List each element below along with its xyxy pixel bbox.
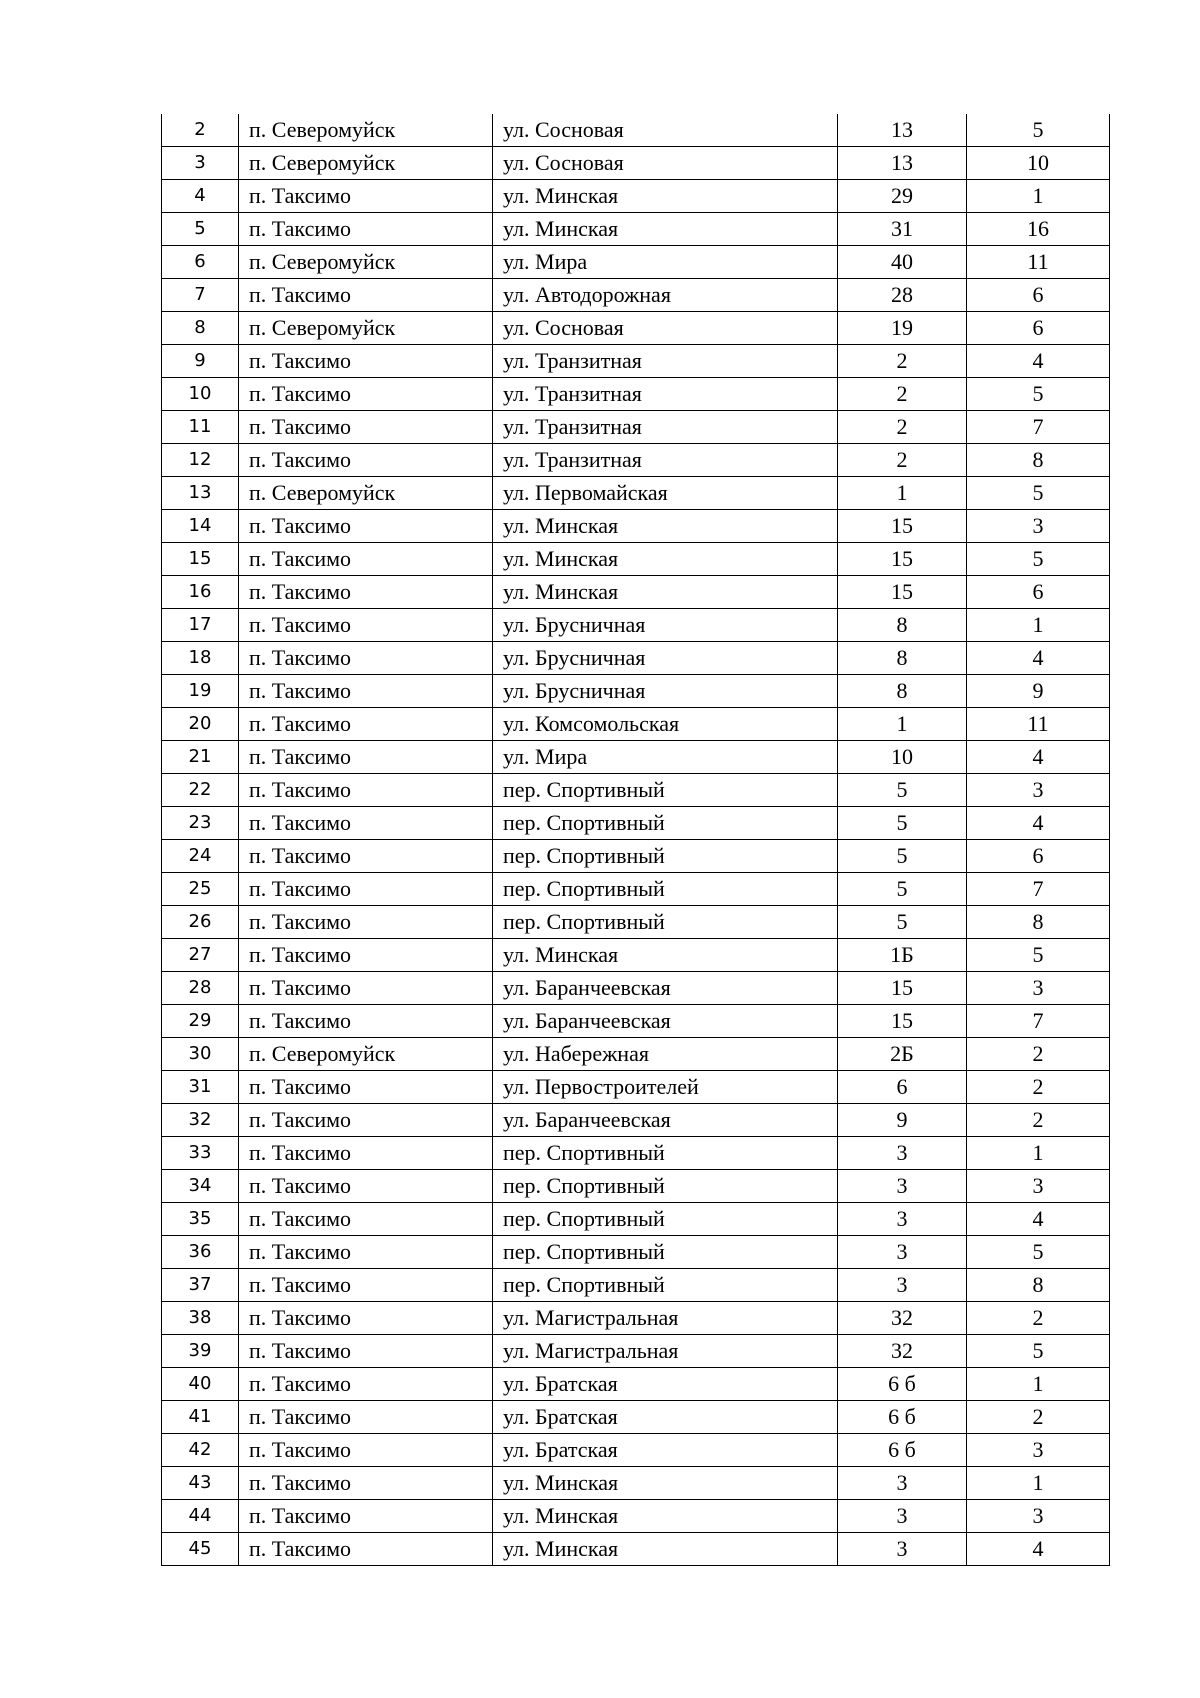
house-number-cell: 13 bbox=[838, 147, 967, 180]
house-number-cell: 6 б bbox=[838, 1434, 967, 1467]
table-row bbox=[162, 213, 1110, 246]
house-number-cell: 2Б bbox=[838, 1038, 967, 1071]
row-number: 30 bbox=[162, 1038, 239, 1071]
table-row bbox=[162, 1170, 1110, 1203]
row-number: 9 bbox=[162, 345, 239, 378]
settlement-cell: п. Таксимо bbox=[239, 345, 493, 378]
settlement-cell: п. Таксимо bbox=[239, 1434, 493, 1467]
house-number-cell: 8 bbox=[838, 675, 967, 708]
table-row bbox=[162, 642, 1110, 675]
apartment-number-cell: 8 bbox=[967, 906, 1110, 939]
table-row bbox=[162, 444, 1110, 477]
street-cell: пер. Спортивный bbox=[493, 840, 838, 873]
apartment-number-cell: 4 bbox=[967, 345, 1110, 378]
street-cell: ул. Мира bbox=[493, 741, 838, 774]
address-table-body bbox=[162, 114, 1110, 1566]
street-cell: ул. Баранчеевская bbox=[493, 972, 838, 1005]
apartment-number-cell: 2 bbox=[967, 1071, 1110, 1104]
house-number-cell: 40 bbox=[838, 246, 967, 279]
row-number: 41 bbox=[162, 1401, 239, 1434]
house-number-cell: 3 bbox=[838, 1236, 967, 1269]
table-row bbox=[162, 1236, 1110, 1269]
street-cell: пер. Спортивный bbox=[493, 1203, 838, 1236]
house-number-cell: 5 bbox=[838, 840, 967, 873]
settlement-cell: п. Таксимо bbox=[239, 1170, 493, 1203]
house-number-cell: 2 bbox=[838, 378, 967, 411]
table-row bbox=[162, 972, 1110, 1005]
row-number: 11 bbox=[162, 411, 239, 444]
settlement-cell: п. Таксимо bbox=[239, 1203, 493, 1236]
house-number-cell: 3 bbox=[838, 1203, 967, 1236]
table-row bbox=[162, 1401, 1110, 1434]
table-row bbox=[162, 609, 1110, 642]
apartment-number-cell: 2 bbox=[967, 1038, 1110, 1071]
row-number: 16 bbox=[162, 576, 239, 609]
table-row bbox=[162, 378, 1110, 411]
apartment-number-cell: 7 bbox=[967, 411, 1110, 444]
settlement-cell: п. Северомуйск bbox=[239, 477, 493, 510]
table-row bbox=[162, 906, 1110, 939]
table-row bbox=[162, 576, 1110, 609]
settlement-cell: п. Таксимо bbox=[239, 1467, 493, 1500]
street-cell: ул. Минская bbox=[493, 1500, 838, 1533]
row-number: 14 bbox=[162, 510, 239, 543]
table-row bbox=[162, 1104, 1110, 1137]
house-number-cell: 1 bbox=[838, 708, 967, 741]
street-cell: ул. Баранчеевская bbox=[493, 1005, 838, 1038]
row-number: 42 bbox=[162, 1434, 239, 1467]
apartment-number-cell: 4 bbox=[967, 1533, 1110, 1566]
row-number: 7 bbox=[162, 279, 239, 312]
row-number: 34 bbox=[162, 1170, 239, 1203]
apartment-number-cell: 11 bbox=[967, 708, 1110, 741]
settlement-cell: п. Таксимо bbox=[239, 279, 493, 312]
settlement-cell: п. Таксимо bbox=[239, 1500, 493, 1533]
settlement-cell: п. Таксимо bbox=[239, 1533, 493, 1566]
row-number: 39 bbox=[162, 1335, 239, 1368]
street-cell: пер. Спортивный bbox=[493, 873, 838, 906]
house-number-cell: 2 bbox=[838, 345, 967, 378]
row-number: 37 bbox=[162, 1269, 239, 1302]
house-number-cell: 5 bbox=[838, 873, 967, 906]
row-number: 10 bbox=[162, 378, 239, 411]
street-cell: пер. Спортивный bbox=[493, 1137, 838, 1170]
row-number: 43 bbox=[162, 1467, 239, 1500]
apartment-number-cell: 3 bbox=[967, 774, 1110, 807]
apartment-number-cell: 6 bbox=[967, 312, 1110, 345]
house-number-cell: 5 bbox=[838, 807, 967, 840]
house-number-cell: 8 bbox=[838, 642, 967, 675]
house-number-cell: 1 bbox=[838, 477, 967, 510]
row-number: 33 bbox=[162, 1137, 239, 1170]
street-cell: ул. Сосновая bbox=[493, 114, 838, 147]
apartment-number-cell: 6 bbox=[967, 279, 1110, 312]
row-number: 17 bbox=[162, 609, 239, 642]
apartment-number-cell: 7 bbox=[967, 1005, 1110, 1038]
settlement-cell: п. Северомуйск bbox=[239, 312, 493, 345]
house-number-cell: 3 bbox=[838, 1533, 967, 1566]
apartment-number-cell: 5 bbox=[967, 114, 1110, 147]
street-cell: ул. Братская bbox=[493, 1434, 838, 1467]
row-number: 36 bbox=[162, 1236, 239, 1269]
street-cell: ул. Магистральная bbox=[493, 1335, 838, 1368]
street-cell: пер. Спортивный bbox=[493, 807, 838, 840]
street-cell: ул. Транзитная bbox=[493, 345, 838, 378]
apartment-number-cell: 2 bbox=[967, 1104, 1110, 1137]
street-cell: ул. Брусничная bbox=[493, 675, 838, 708]
table-row bbox=[162, 939, 1110, 972]
settlement-cell: п. Таксимо bbox=[239, 510, 493, 543]
settlement-cell: п. Таксимо bbox=[239, 609, 493, 642]
table-row bbox=[162, 741, 1110, 774]
table-row bbox=[162, 411, 1110, 444]
house-number-cell: 15 bbox=[838, 1005, 967, 1038]
house-number-cell: 6 б bbox=[838, 1368, 967, 1401]
apartment-number-cell: 1 bbox=[967, 609, 1110, 642]
apartment-number-cell: 1 bbox=[967, 180, 1110, 213]
row-number: 25 bbox=[162, 873, 239, 906]
row-number: 19 bbox=[162, 675, 239, 708]
house-number-cell: 15 bbox=[838, 543, 967, 576]
apartment-number-cell: 6 bbox=[967, 840, 1110, 873]
apartment-number-cell: 16 bbox=[967, 213, 1110, 246]
settlement-cell: п. Таксимо bbox=[239, 1104, 493, 1137]
house-number-cell: 15 bbox=[838, 576, 967, 609]
house-number-cell: 15 bbox=[838, 510, 967, 543]
settlement-cell: п. Северомуйск bbox=[239, 147, 493, 180]
table-row bbox=[162, 708, 1110, 741]
settlement-cell: п. Таксимо bbox=[239, 972, 493, 1005]
settlement-cell: п. Таксимо bbox=[239, 708, 493, 741]
settlement-cell: п. Таксимо bbox=[239, 576, 493, 609]
apartment-number-cell: 5 bbox=[967, 477, 1110, 510]
apartment-number-cell: 3 bbox=[967, 972, 1110, 1005]
settlement-cell: п. Таксимо bbox=[239, 642, 493, 675]
row-number: 40 bbox=[162, 1368, 239, 1401]
row-number: 22 bbox=[162, 774, 239, 807]
house-number-cell: 1Б bbox=[838, 939, 967, 972]
house-number-cell: 3 bbox=[838, 1170, 967, 1203]
settlement-cell: п. Таксимо bbox=[239, 180, 493, 213]
settlement-cell: п. Таксимо bbox=[239, 543, 493, 576]
apartment-number-cell: 8 bbox=[967, 444, 1110, 477]
street-cell: ул. Брусничная bbox=[493, 609, 838, 642]
apartment-number-cell: 4 bbox=[967, 807, 1110, 840]
settlement-cell: п. Таксимо bbox=[239, 1137, 493, 1170]
address-table bbox=[161, 114, 1110, 1566]
row-number: 12 bbox=[162, 444, 239, 477]
settlement-cell: п. Таксимо bbox=[239, 1269, 493, 1302]
row-number: 44 bbox=[162, 1500, 239, 1533]
street-cell: ул. Комсомольская bbox=[493, 708, 838, 741]
street-cell: ул. Минская bbox=[493, 1467, 838, 1500]
table-row bbox=[162, 1434, 1110, 1467]
table-row bbox=[162, 1302, 1110, 1335]
row-number: 3 bbox=[162, 147, 239, 180]
settlement-cell: п. Таксимо bbox=[239, 873, 493, 906]
apartment-number-cell: 9 bbox=[967, 675, 1110, 708]
house-number-cell: 3 bbox=[838, 1269, 967, 1302]
apartment-number-cell: 5 bbox=[967, 939, 1110, 972]
house-number-cell: 2 bbox=[838, 444, 967, 477]
apartment-number-cell: 4 bbox=[967, 642, 1110, 675]
street-cell: ул. Минская bbox=[493, 576, 838, 609]
house-number-cell: 32 bbox=[838, 1335, 967, 1368]
settlement-cell: п. Таксимо bbox=[239, 840, 493, 873]
house-number-cell: 31 bbox=[838, 213, 967, 246]
table-row bbox=[162, 477, 1110, 510]
table-row bbox=[162, 1038, 1110, 1071]
house-number-cell: 3 bbox=[838, 1137, 967, 1170]
row-number: 45 bbox=[162, 1533, 239, 1566]
table-row bbox=[162, 510, 1110, 543]
settlement-cell: п. Таксимо bbox=[239, 774, 493, 807]
row-number: 31 bbox=[162, 1071, 239, 1104]
settlement-cell: п. Таксимо bbox=[239, 906, 493, 939]
street-cell: ул. Сосновая bbox=[493, 147, 838, 180]
street-cell: ул. Баранчеевская bbox=[493, 1104, 838, 1137]
house-number-cell: 32 bbox=[838, 1302, 967, 1335]
row-number: 6 bbox=[162, 246, 239, 279]
street-cell: ул. Первостроителей bbox=[493, 1071, 838, 1104]
street-cell: пер. Спортивный bbox=[493, 1269, 838, 1302]
apartment-number-cell: 2 bbox=[967, 1302, 1110, 1335]
table-row bbox=[162, 147, 1110, 180]
house-number-cell: 28 bbox=[838, 279, 967, 312]
settlement-cell: п. Таксимо bbox=[239, 1071, 493, 1104]
apartment-number-cell: 2 bbox=[967, 1401, 1110, 1434]
apartment-number-cell: 1 bbox=[967, 1137, 1110, 1170]
table-row bbox=[162, 1071, 1110, 1104]
settlement-cell: п. Таксимо bbox=[239, 411, 493, 444]
apartment-number-cell: 7 bbox=[967, 873, 1110, 906]
row-number: 4 bbox=[162, 180, 239, 213]
street-cell: ул. Братская bbox=[493, 1401, 838, 1434]
apartment-number-cell: 4 bbox=[967, 741, 1110, 774]
settlement-cell: п. Таксимо bbox=[239, 213, 493, 246]
street-cell: ул. Минская bbox=[493, 543, 838, 576]
settlement-cell: п. Таксимо bbox=[239, 1368, 493, 1401]
house-number-cell: 9 bbox=[838, 1104, 967, 1137]
settlement-cell: п. Таксимо bbox=[239, 1005, 493, 1038]
table-row bbox=[162, 1203, 1110, 1236]
table-row bbox=[162, 1005, 1110, 1038]
house-number-cell: 15 bbox=[838, 972, 967, 1005]
house-number-cell: 2 bbox=[838, 411, 967, 444]
house-number-cell: 13 bbox=[838, 114, 967, 147]
house-number-cell: 5 bbox=[838, 774, 967, 807]
street-cell: ул. Минская bbox=[493, 939, 838, 972]
apartment-number-cell: 3 bbox=[967, 1434, 1110, 1467]
street-cell: ул. Минская bbox=[493, 1533, 838, 1566]
settlement-cell: п. Таксимо bbox=[239, 675, 493, 708]
apartment-number-cell: 5 bbox=[967, 378, 1110, 411]
apartment-number-cell: 5 bbox=[967, 1236, 1110, 1269]
settlement-cell: п. Северомуйск bbox=[239, 1038, 493, 1071]
row-number: 27 bbox=[162, 939, 239, 972]
street-cell: ул. Братская bbox=[493, 1368, 838, 1401]
street-cell: пер. Спортивный bbox=[493, 906, 838, 939]
row-number: 28 bbox=[162, 972, 239, 1005]
house-number-cell: 6 б bbox=[838, 1401, 967, 1434]
street-cell: ул. Магистральная bbox=[493, 1302, 838, 1335]
table-row bbox=[162, 675, 1110, 708]
table-row bbox=[162, 873, 1110, 906]
table-row bbox=[162, 114, 1110, 147]
row-number: 2 bbox=[162, 114, 239, 147]
apartment-number-cell: 3 bbox=[967, 1170, 1110, 1203]
apartment-number-cell: 5 bbox=[967, 1335, 1110, 1368]
row-number: 23 bbox=[162, 807, 239, 840]
street-cell: ул. Транзитная bbox=[493, 378, 838, 411]
row-number: 32 bbox=[162, 1104, 239, 1137]
table-row bbox=[162, 840, 1110, 873]
table-row bbox=[162, 312, 1110, 345]
street-cell: ул. Брусничная bbox=[493, 642, 838, 675]
row-number: 8 bbox=[162, 312, 239, 345]
street-cell: ул. Транзитная bbox=[493, 444, 838, 477]
street-cell: ул. Минская bbox=[493, 213, 838, 246]
street-cell: ул. Первомайская bbox=[493, 477, 838, 510]
row-number: 20 bbox=[162, 708, 239, 741]
street-cell: ул. Сосновая bbox=[493, 312, 838, 345]
row-number: 35 bbox=[162, 1203, 239, 1236]
table-row bbox=[162, 1269, 1110, 1302]
settlement-cell: п. Таксимо bbox=[239, 378, 493, 411]
table-row bbox=[162, 774, 1110, 807]
settlement-cell: п. Таксимо bbox=[239, 807, 493, 840]
settlement-cell: п. Северомуйск bbox=[239, 246, 493, 279]
settlement-cell: п. Таксимо bbox=[239, 741, 493, 774]
house-number-cell: 3 bbox=[838, 1467, 967, 1500]
street-cell: ул. Минская bbox=[493, 510, 838, 543]
settlement-cell: п. Таксимо bbox=[239, 1302, 493, 1335]
table-row bbox=[162, 345, 1110, 378]
street-cell: ул. Транзитная bbox=[493, 411, 838, 444]
settlement-cell: п. Таксимо bbox=[239, 1401, 493, 1434]
apartment-number-cell: 4 bbox=[967, 1203, 1110, 1236]
house-number-cell: 3 bbox=[838, 1500, 967, 1533]
table-row bbox=[162, 1335, 1110, 1368]
settlement-cell: п. Таксимо bbox=[239, 1335, 493, 1368]
apartment-number-cell: 5 bbox=[967, 543, 1110, 576]
row-number: 5 bbox=[162, 213, 239, 246]
settlement-cell: п. Северомуйск bbox=[239, 114, 493, 147]
apartment-number-cell: 8 bbox=[967, 1269, 1110, 1302]
house-number-cell: 6 bbox=[838, 1071, 967, 1104]
settlement-cell: п. Таксимо bbox=[239, 1236, 493, 1269]
house-number-cell: 10 bbox=[838, 741, 967, 774]
apartment-number-cell: 1 bbox=[967, 1467, 1110, 1500]
house-number-cell: 8 bbox=[838, 609, 967, 642]
table-row bbox=[162, 279, 1110, 312]
house-number-cell: 19 bbox=[838, 312, 967, 345]
street-cell: ул. Мира bbox=[493, 246, 838, 279]
settlement-cell: п. Таксимо bbox=[239, 444, 493, 477]
table-row bbox=[162, 1533, 1110, 1566]
street-cell: пер. Спортивный bbox=[493, 774, 838, 807]
row-number: 38 bbox=[162, 1302, 239, 1335]
row-number: 18 bbox=[162, 642, 239, 675]
street-cell: ул. Минская bbox=[493, 180, 838, 213]
row-number: 15 bbox=[162, 543, 239, 576]
row-number: 24 bbox=[162, 840, 239, 873]
row-number: 29 bbox=[162, 1005, 239, 1038]
street-cell: ул. Набережная bbox=[493, 1038, 838, 1071]
row-number: 26 bbox=[162, 906, 239, 939]
row-number: 13 bbox=[162, 477, 239, 510]
table-row bbox=[162, 1137, 1110, 1170]
table-row bbox=[162, 543, 1110, 576]
apartment-number-cell: 3 bbox=[967, 1500, 1110, 1533]
street-cell: пер. Спортивный bbox=[493, 1170, 838, 1203]
settlement-cell: п. Таксимо bbox=[239, 939, 493, 972]
house-number-cell: 5 bbox=[838, 906, 967, 939]
table-row bbox=[162, 246, 1110, 279]
apartment-number-cell: 3 bbox=[967, 510, 1110, 543]
apartment-number-cell: 10 bbox=[967, 147, 1110, 180]
apartment-number-cell: 11 bbox=[967, 246, 1110, 279]
row-number: 21 bbox=[162, 741, 239, 774]
table-row bbox=[162, 180, 1110, 213]
apartment-number-cell: 6 bbox=[967, 576, 1110, 609]
table-row bbox=[162, 1500, 1110, 1533]
table-row bbox=[162, 807, 1110, 840]
apartment-number-cell: 1 bbox=[967, 1368, 1110, 1401]
street-cell: ул. Автодорожная bbox=[493, 279, 838, 312]
table-row bbox=[162, 1467, 1110, 1500]
table-row bbox=[162, 1368, 1110, 1401]
house-number-cell: 29 bbox=[838, 180, 967, 213]
street-cell: пер. Спортивный bbox=[493, 1236, 838, 1269]
